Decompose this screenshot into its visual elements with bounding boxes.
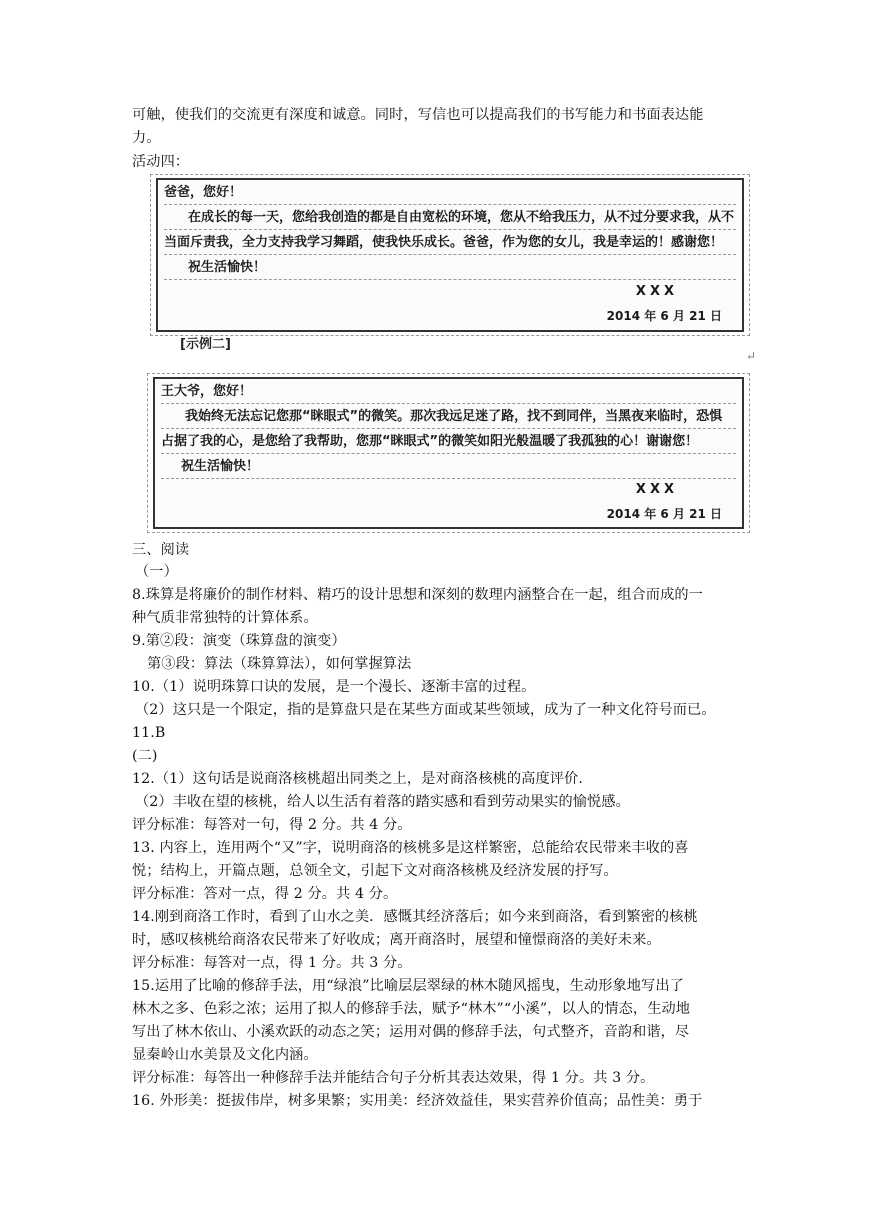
letter2-body-line-1: 我始终无法忘记您那“眯眼式”的微笑。那次我远足迷了路，找不到同伴，当黑夜来临时，恐惧 [161,406,736,429]
answer-9-line-2: 第③段：算法（珠算算法），如何掌握算法 [147,656,412,672]
letter2-body-line-2: 占据了我的心，是您给了我帮助，您那“眯眼式”的微笑如阳光般温暖了我孤独的心！谢谢您！ [161,431,736,454]
answer-14-scoring: 评分标准：每答对一点，得 1 分。共 3 分。 [132,955,412,971]
letter1-body-line-1: 在成长的每一天，您给我创造的都是自由宽松的环境，您从不给我压力，从不过分要求我，从不 [164,207,736,230]
answer-15-line-2: 林木之多、色彩之浓；运用了拟人的修辞手法，赋予“林木”“小溪”，以人的情态，生动地 [132,1001,691,1017]
answer-14-line-1: 14.刚到商洛工作时，看到了山水之美．感慨其经济落后；如今来到商洛，看到繁密的核桃 [132,909,698,925]
answer-8-line-2: 种气质非常独特的计算体系。 [132,610,318,626]
answer-14-line-2: 时，感叹核桃给商洛农民带来了好收成；离开商洛时，展望和憧憬商洛的美好未来。 [132,932,661,948]
letter2-greeting: 王大爷，您好！ [161,381,736,404]
letter1-body-line-2: 当面斥责我，全力支持我学习舞蹈，使我快乐成长。爸爸，作为您的女儿，我是幸运的！感谢您！ [164,232,736,255]
activity-four-heading: 活动四： [132,154,190,170]
letter1-signature: XXX [635,284,678,299]
part-one-heading: （一） [135,564,178,580]
answer-10-line-1: 10.（1）说明珠算口诀的发展，是一个漫长、逐渐丰富的过程。 [132,679,536,695]
answer-15-scoring: 评分标准：每答出一种修辞手法并能结合句子分析其表达效果，得 1 分。共 3 分。 [132,1070,655,1086]
answer-13-scoring: 评分标准：答对一点，得 2 分。共 4 分。 [132,886,398,902]
answer-12-line-2: （2）丰收在望的核桃，给人以生活有着落的踏实感和看到劳动果实的愉悦感。 [135,794,630,810]
letter2-signature: XXX [635,482,678,497]
answer-15-line-1: 15.运用了比喻的修辞手法，用“绿浪”比喻层层翠绿的林木随风摇曳，生动形象地写出了 [132,978,684,994]
answer-16-line-1: 16. 外形美：挺拔伟岸，树多果繁；实用美：经济效益佳，果实营养价值高；品性美：勇于 [132,1093,703,1109]
letter-example-1 [156,178,744,332]
letter2-wish: 祝生活愉快！ [161,456,736,479]
answer-15-line-3: 写出了林木依山、小溪欢跃的动态之笑；运用对偶的修辞手法，句式整齐，音韵和谐，尽 [132,1024,690,1040]
section-three-heading: 三、阅读 [132,542,190,558]
answer-8-line-1: 8.珠算是将廉价的制作材料、精巧的设计思想和深刻的数理内涵整合在一起，组合而成的一 [132,587,703,603]
answer-10-line-2: （2）这只是一个限定，指的是算盘只是在某些方面或某些领域，成为了一种文化符号而已。 [135,702,716,718]
return-mark-icon: ↵ [746,349,757,363]
part-two-heading: (二) [132,748,158,764]
intro-line-2: 力。 [132,130,161,146]
letter2-date: 2014 年 6 月 21 日 [606,507,722,521]
letter1-greeting: 爸爸，您好！ [164,182,736,205]
answer-9-line-1: 9.第②段：演变（珠算盘的演变） [132,633,346,649]
answer-12-scoring: 评分标准：每答对一句，得 2 分。共 4 分。 [132,817,412,833]
answer-15-line-4: 显秦岭山水美景及文化内涵。 [132,1047,318,1063]
letter1-wish: 祝生活愉快！ [164,257,736,280]
intro-line-1: 可触，使我们的交流更有深度和诚意。同时，写信也可以提高我们的书写能力和书面表达能 [132,107,704,123]
answer-13-line-2: 悦；结构上，开篇点题，总领全文，引起下文对商洛核桃及经济发展的抒写。 [132,863,618,879]
answer-12-line-1: 12.（1）这句话是说商洛核桃超出同类之上，是对商洛核桃的高度评价. [132,771,583,787]
answer-13-line-1: 13. 内容上，连用两个“又”字，说明商洛的核桃多是这样繁密，总能给农民带来丰收的喜 [132,840,689,856]
answer-11: 11.B [132,725,166,741]
letter1-date: 2014 年 6 月 21 日 [606,309,722,323]
example-two-label: [示例二] [180,337,231,352]
letter-example-2 [153,377,744,529]
